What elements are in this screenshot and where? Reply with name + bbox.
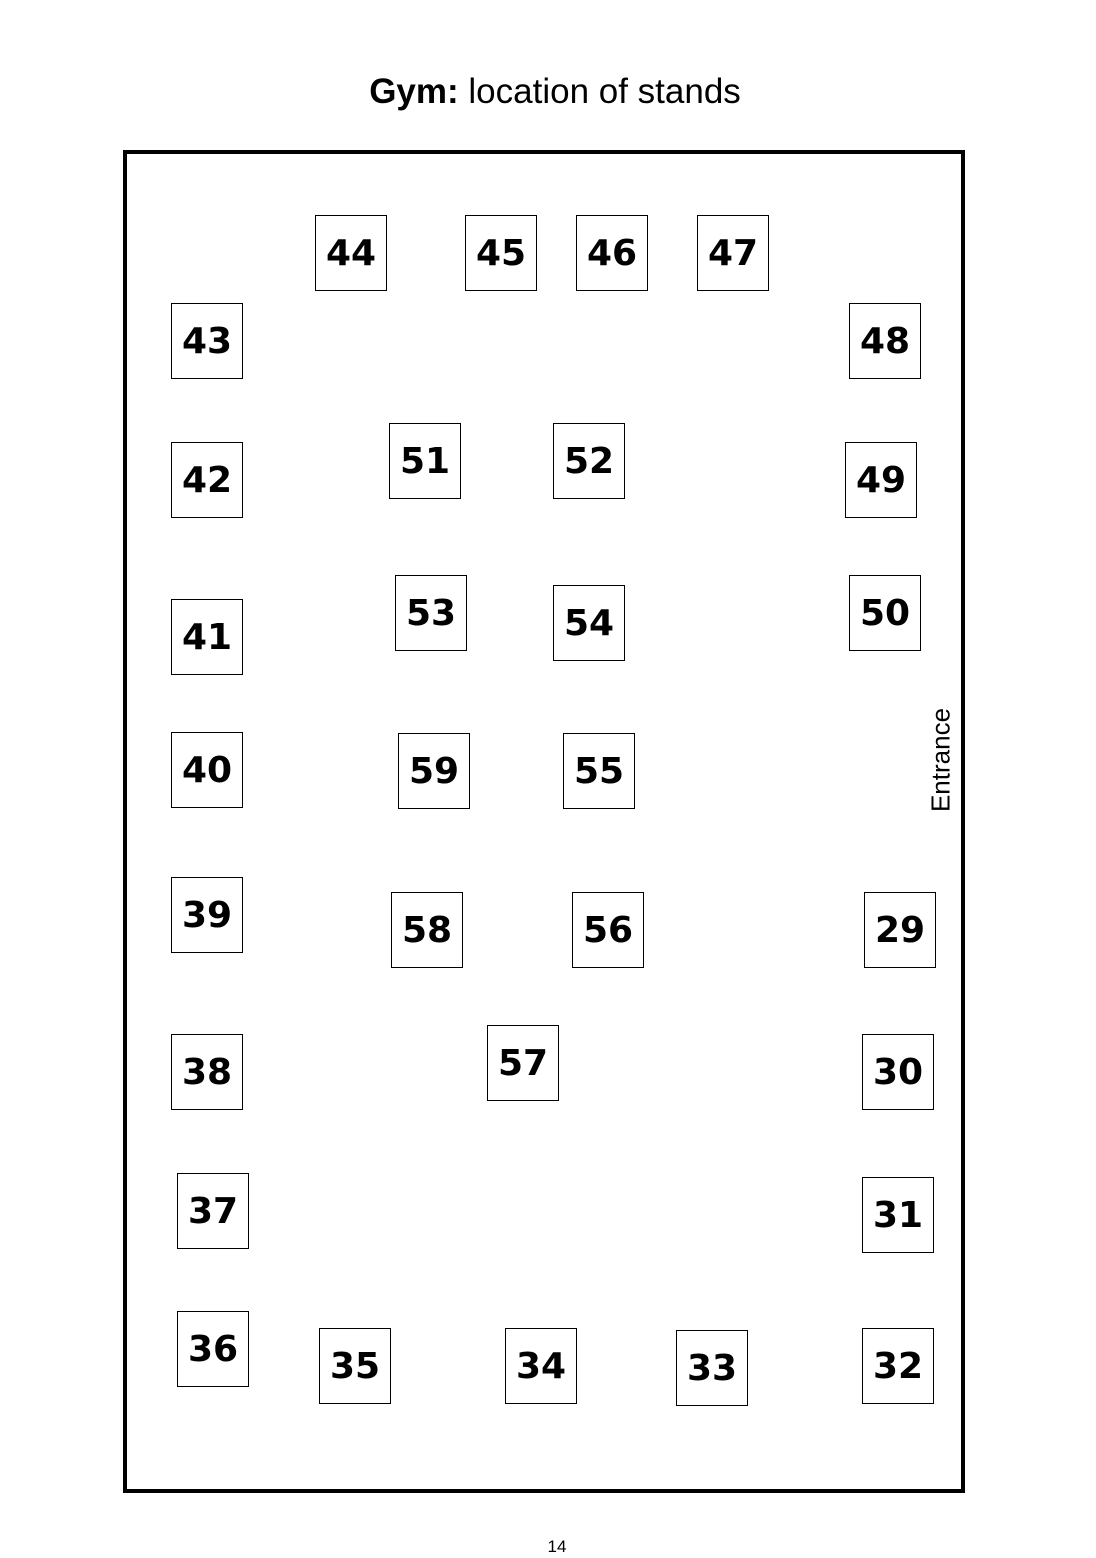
stand-46: 46: [576, 215, 648, 291]
stand-29: 29: [864, 892, 936, 968]
stand-51: 51: [389, 423, 461, 499]
stand-43: 43: [171, 303, 243, 379]
stand-40: 40: [171, 732, 243, 808]
stand-42: 42: [171, 442, 243, 518]
stand-56: 56: [572, 892, 644, 968]
entrance-label: Entrance: [925, 707, 956, 813]
stand-49: 49: [845, 442, 917, 518]
stand-55: 55: [563, 733, 635, 809]
title-rest: location of stands: [458, 72, 741, 111]
stand-57: 57: [487, 1025, 559, 1101]
stand-37: 37: [177, 1173, 249, 1249]
stand-39: 39: [171, 877, 243, 953]
stand-50: 50: [849, 575, 921, 651]
stand-41: 41: [171, 599, 243, 675]
stand-53: 53: [395, 575, 467, 651]
stand-47: 47: [697, 215, 769, 291]
stand-52: 52: [553, 423, 625, 499]
stand-35: 35: [319, 1328, 391, 1404]
stand-33: 33: [676, 1330, 748, 1406]
page-number: 14: [547, 1537, 567, 1556]
stand-36: 36: [177, 1311, 249, 1387]
stand-58: 58: [391, 892, 463, 968]
stand-54: 54: [553, 585, 625, 661]
stand-34: 34: [505, 1328, 577, 1404]
stand-31: 31: [862, 1177, 934, 1253]
stand-38: 38: [171, 1034, 243, 1110]
stand-44: 44: [315, 215, 387, 291]
page-title: [0, 70, 1096, 114]
stand-45: 45: [465, 215, 537, 291]
title-bold: Gym:: [369, 72, 459, 111]
stand-48: 48: [849, 303, 921, 379]
stand-59: 59: [398, 733, 470, 809]
gym-floor-plan: [123, 150, 965, 1493]
stand-30: 30: [862, 1034, 934, 1110]
stand-32: 32: [862, 1328, 934, 1404]
